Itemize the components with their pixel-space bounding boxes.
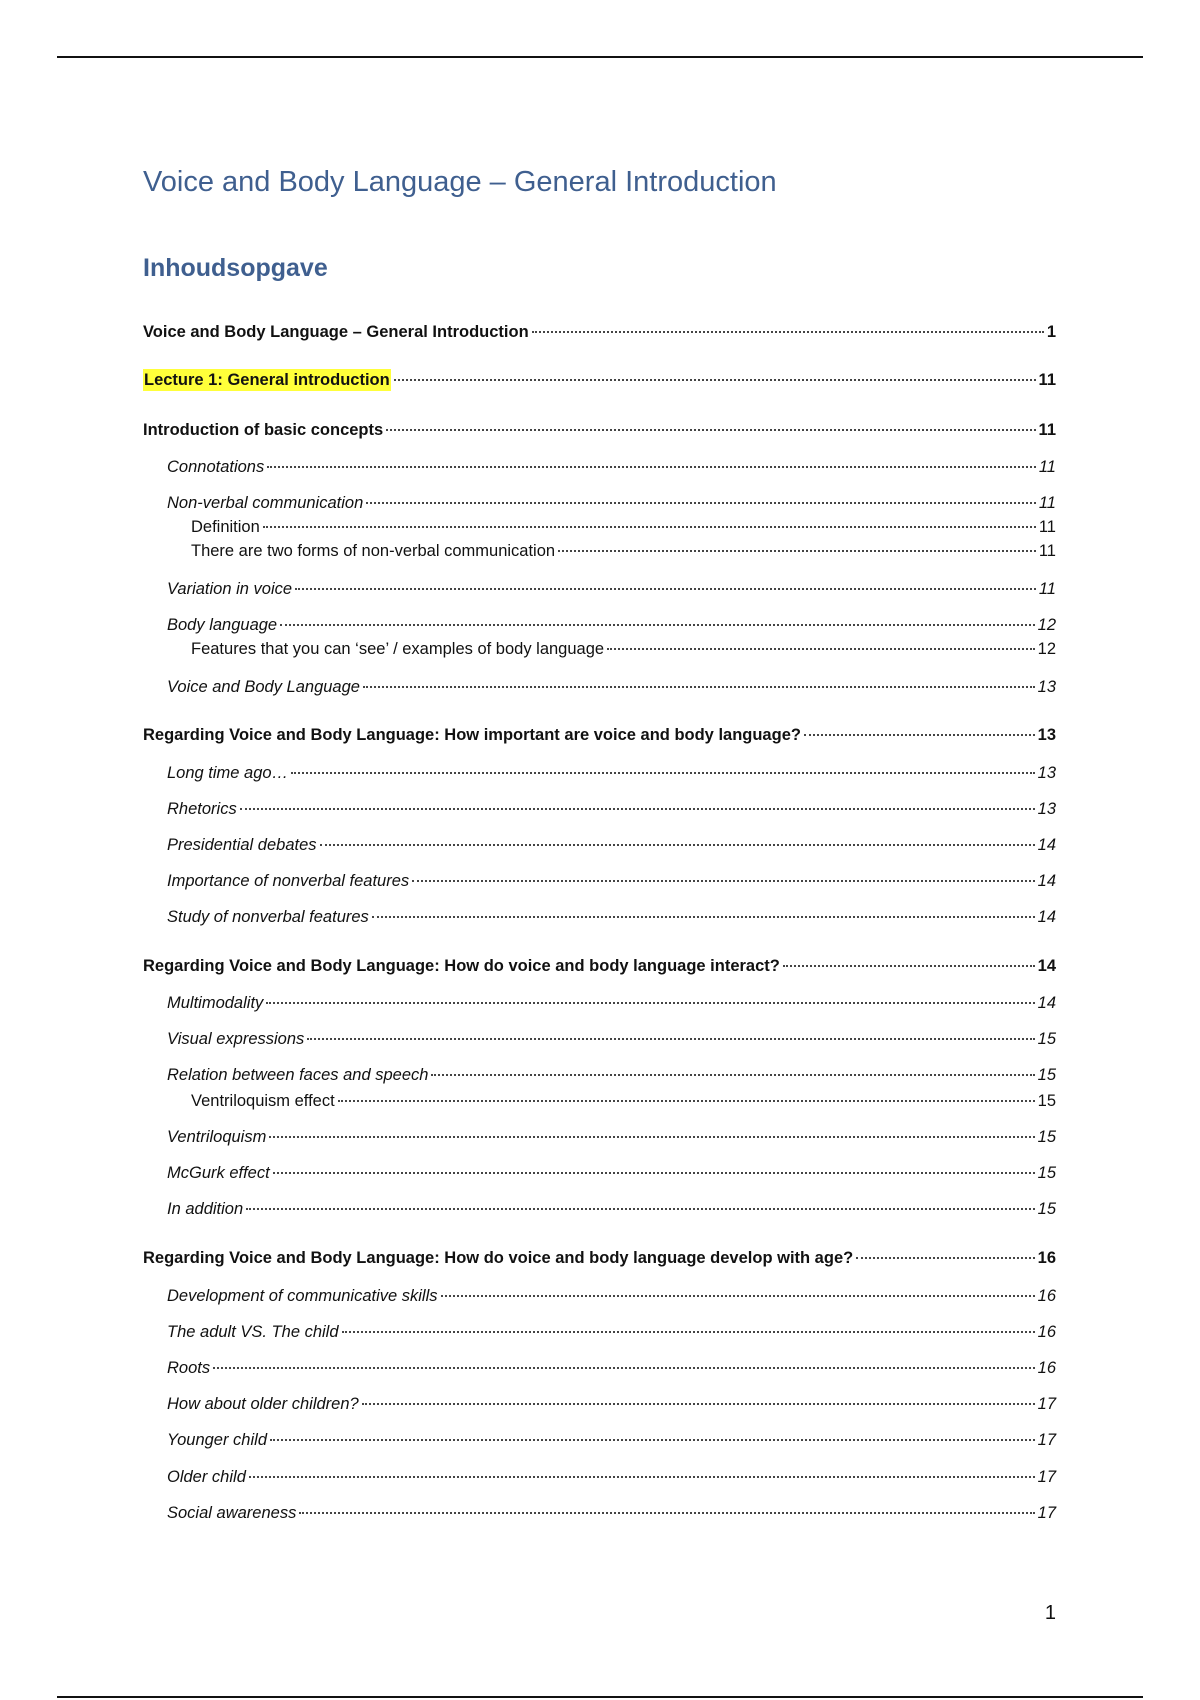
- toc-entry-text: Long time ago…: [167, 764, 289, 782]
- toc-entry-text: Older child: [167, 1468, 246, 1486]
- toc-entry-page: 14: [1037, 994, 1056, 1012]
- toc-entry-page: 15: [1037, 1200, 1056, 1218]
- toc-dot-leader: [263, 526, 1036, 528]
- document-title: Voice and Body Language – General Introduction: [143, 166, 777, 198]
- toc-entry-text: Voice and Body Language – General Introduction: [143, 323, 529, 341]
- toc-entry-page: 11: [1038, 580, 1056, 598]
- toc-entry-text: Definition: [191, 518, 260, 536]
- toc-dot-leader: [856, 1257, 1034, 1259]
- toc-dot-leader: [558, 550, 1036, 552]
- toc-entry-text: Importance of nonverbal features: [167, 872, 410, 890]
- toc-dot-leader: [362, 1403, 1035, 1405]
- toc-dot-leader: [366, 502, 1036, 504]
- toc-entry-page: 1: [1046, 323, 1056, 341]
- toc-entry-text: Presidential debates: [167, 836, 317, 854]
- toc-entry[interactable]: [167, 1198, 1056, 1220]
- toc-entry-page: 15: [1037, 1092, 1056, 1110]
- toc-entry-page: 14: [1037, 836, 1056, 854]
- toc-dot-leader: [291, 772, 1035, 774]
- toc-entry[interactable]: [167, 906, 1056, 928]
- toc-entry[interactable]: [167, 1064, 1056, 1086]
- toc-entry-page: 11: [1038, 421, 1056, 439]
- toc-dot-leader: [320, 844, 1035, 846]
- toc-entry-text: Introduction of basic concepts: [143, 421, 384, 439]
- toc-entry-page: 13: [1037, 726, 1056, 744]
- toc-dot-leader: [266, 1002, 1034, 1004]
- toc-entry-text: Lecture 1: General introduction: [144, 371, 390, 389]
- toc-dot-leader: [307, 1038, 1034, 1040]
- toc-dot-leader: [441, 1295, 1035, 1297]
- toc-dot-leader: [269, 1136, 1034, 1138]
- toc-entry-text: Multimodality: [167, 994, 264, 1012]
- toc-entry-text: Voice and Body Language: [167, 678, 360, 696]
- toc-entry[interactable]: [167, 1321, 1056, 1343]
- toc-entry[interactable]: [191, 540, 1056, 562]
- toc-entry[interactable]: [167, 492, 1056, 514]
- toc-dot-leader: [338, 1100, 1035, 1102]
- toc-entry-text: Study of nonverbal features: [167, 908, 369, 926]
- toc-entry-page: 16: [1037, 1359, 1056, 1377]
- toc-entry[interactable]: [167, 1162, 1056, 1184]
- toc-entry[interactable]: [167, 798, 1056, 820]
- toc-entry[interactable]: [167, 676, 1056, 698]
- toc-entry-text: Features that you can ‘see’ / examples of body language: [191, 640, 605, 658]
- toc-heading: Inhoudsopgave: [143, 254, 328, 282]
- toc-entry[interactable]: [167, 578, 1056, 600]
- toc-entry-page: 13: [1037, 678, 1056, 696]
- header-rule: [57, 56, 1143, 58]
- toc-entry[interactable]: [167, 456, 1056, 478]
- toc-entry-page: 17: [1037, 1395, 1056, 1413]
- toc-dot-leader: [267, 466, 1036, 468]
- toc-dot-leader: [299, 1512, 1034, 1514]
- toc-entry-page: 17: [1037, 1504, 1056, 1522]
- toc-entry[interactable]: [167, 614, 1056, 636]
- toc-dot-leader: [213, 1367, 1035, 1369]
- toc-entry-text: Roots: [167, 1359, 211, 1377]
- toc-entry-page: 13: [1037, 800, 1056, 818]
- toc-dot-leader: [295, 588, 1036, 590]
- toc-entry-page: 15: [1037, 1128, 1056, 1146]
- toc-dot-leader: [532, 331, 1044, 333]
- toc-entry[interactable]: [167, 1357, 1056, 1379]
- toc-entry-text: Variation in voice: [167, 580, 293, 598]
- toc-entry-page: 14: [1037, 872, 1056, 890]
- toc-entry-page: 14: [1037, 957, 1056, 975]
- toc-entry[interactable]: [143, 1247, 1056, 1269]
- toc-entry-page: 13: [1037, 764, 1056, 782]
- toc-dot-leader: [386, 429, 1035, 431]
- toc-dot-leader: [363, 686, 1035, 688]
- toc-dot-leader: [372, 916, 1035, 918]
- toc-entry-text: Social awareness: [167, 1504, 297, 1522]
- toc-entry-page: 15: [1037, 1164, 1056, 1182]
- toc-entry[interactable]: [167, 1429, 1056, 1451]
- toc-entry-page: 14: [1037, 908, 1056, 926]
- toc-dot-leader: [249, 1476, 1035, 1478]
- toc-entry[interactable]: [143, 369, 1056, 391]
- toc-entry-text: Connotations: [167, 458, 265, 476]
- toc-entry-text: McGurk effect: [167, 1164, 270, 1182]
- toc-dot-leader: [273, 1172, 1035, 1174]
- toc-entry-page: 17: [1037, 1431, 1056, 1449]
- toc-entry-page: 11: [1038, 458, 1056, 476]
- toc-dot-leader: [240, 808, 1035, 810]
- toc-entry-text: How about older children?: [167, 1395, 359, 1413]
- toc-dot-leader: [412, 880, 1034, 882]
- toc-entry-page: 11: [1038, 371, 1056, 389]
- toc-dot-leader: [783, 965, 1035, 967]
- toc-entry[interactable]: [167, 1126, 1056, 1148]
- toc-entry-text: Visual expressions: [167, 1030, 305, 1048]
- toc-dot-leader: [804, 734, 1035, 736]
- toc-entry-page: 11: [1038, 518, 1056, 536]
- toc-dot-leader: [607, 648, 1035, 650]
- toc-entry[interactable]: [167, 1466, 1056, 1488]
- toc-entry-page: 11: [1038, 494, 1056, 512]
- toc-entry[interactable]: [167, 1285, 1056, 1307]
- toc-entry[interactable]: [167, 762, 1056, 784]
- toc-entry[interactable]: [167, 1502, 1056, 1524]
- toc-dot-leader: [270, 1439, 1035, 1441]
- toc-entry-page: 15: [1037, 1030, 1056, 1048]
- toc-entry-text: Body language: [167, 616, 278, 634]
- toc-entry[interactable]: [191, 516, 1056, 538]
- page-number: 1: [1044, 1602, 1056, 1624]
- toc-entry-text: Regarding Voice and Body Language: How do voice and body language interact?: [143, 957, 780, 975]
- toc-entry[interactable]: [191, 638, 1056, 660]
- toc-entry-text: In addition: [167, 1200, 244, 1218]
- toc-entry-text: Relation between faces and speech: [167, 1066, 429, 1084]
- toc-entry-text: Regarding Voice and Body Language: How important are voice and body language?: [143, 726, 801, 744]
- toc-entry-text: Ventriloquism effect: [191, 1092, 335, 1110]
- toc-dot-leader: [394, 379, 1036, 381]
- toc-entry[interactable]: [191, 1090, 1056, 1112]
- toc-entry-text: There are two forms of non-verbal communication: [191, 542, 556, 560]
- toc-entry-page: 17: [1037, 1468, 1056, 1486]
- toc-entry-page: 16: [1037, 1249, 1056, 1267]
- footer-rule: [57, 1696, 1143, 1698]
- toc-entry-page: 12: [1037, 616, 1056, 634]
- toc-entry-page: 11: [1038, 542, 1056, 560]
- toc-entry[interactable]: [167, 992, 1056, 1014]
- toc-entry-page: 16: [1037, 1323, 1056, 1341]
- toc-entry-text: The adult VS. The child: [167, 1323, 339, 1341]
- toc-entry-page: 12: [1037, 640, 1056, 658]
- toc-entry[interactable]: [143, 955, 1056, 977]
- toc-dot-leader: [280, 624, 1035, 626]
- toc-entry-text: Ventriloquism: [167, 1128, 267, 1146]
- toc-entry-text: Regarding Voice and Body Language: How do voice and body language develop with age?: [143, 1249, 854, 1267]
- toc-entry[interactable]: [167, 834, 1056, 856]
- toc-entry[interactable]: [143, 724, 1056, 746]
- toc-entry-page: 15: [1037, 1066, 1056, 1084]
- toc-dot-leader: [431, 1074, 1034, 1076]
- toc-entry-text: Non-verbal communication: [167, 494, 364, 512]
- toc-entry-page: 16: [1037, 1287, 1056, 1305]
- toc-entry[interactable]: [167, 1393, 1056, 1415]
- toc-entry-text: Development of communicative skills: [167, 1287, 438, 1305]
- toc-entry[interactable]: [143, 321, 1056, 343]
- toc-dot-leader: [246, 1208, 1034, 1210]
- toc-entry-text: Younger child: [167, 1431, 267, 1449]
- toc-entry-text: Rhetorics: [167, 800, 237, 818]
- toc-entry[interactable]: [143, 419, 1056, 441]
- toc-entry[interactable]: [167, 1028, 1056, 1050]
- toc-dot-leader: [342, 1331, 1035, 1333]
- toc-entry[interactable]: [167, 870, 1056, 892]
